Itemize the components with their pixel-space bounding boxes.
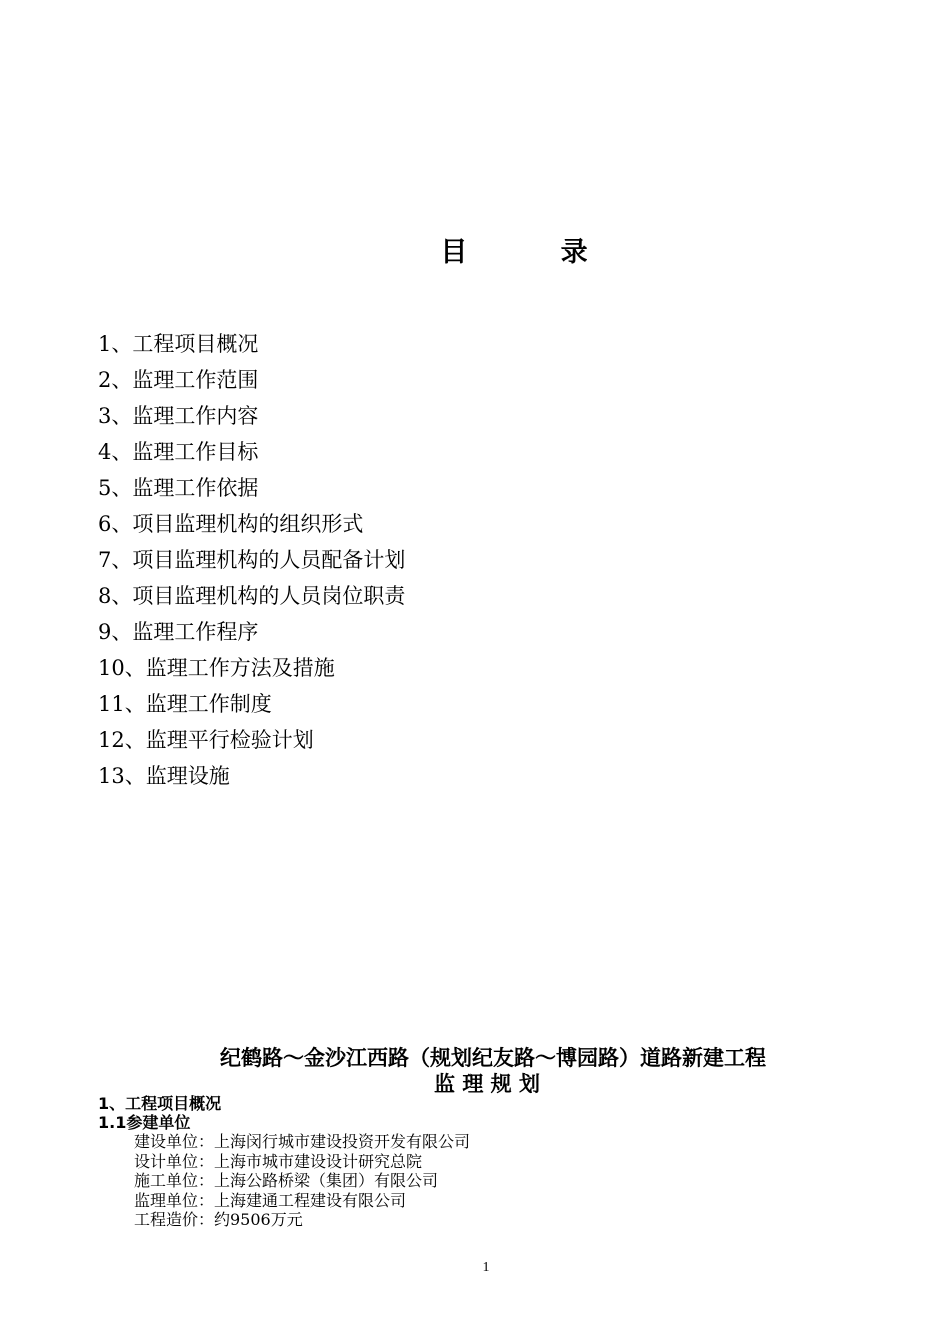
participant-builder-unit: 施工单位：上海公路桥梁（集团）有限公司 — [134, 1171, 439, 1191]
toc-item: 5、监理工作依据 — [98, 476, 259, 500]
document-title: 纪鹤路～金沙江西路（规划纪友路～博园路）道路新建工程 — [220, 1046, 766, 1070]
document-subtitle: 监 理 规 划 — [434, 1072, 540, 1096]
toc-item: 9、监理工作程序 — [98, 620, 259, 644]
toc-item: 8、项目监理机构的人员岗位职责 — [98, 584, 406, 608]
page-number: 1 — [482, 1260, 490, 1275]
section-heading-1: 1、工程项目概况 — [98, 1094, 222, 1113]
toc-item: 2、监理工作范围 — [98, 368, 259, 392]
toc-item: 10、监理工作方法及措施 — [98, 656, 335, 680]
toc-list — [98, 326, 405, 794]
toc-item: 6、项目监理机构的组织形式 — [98, 512, 364, 536]
toc-item: 7、项目监理机构的人员配备计划 — [98, 548, 406, 572]
toc-item: 13、监理设施 — [98, 764, 230, 788]
toc-item: 3、监理工作内容 — [98, 404, 259, 428]
participant-supervision-unit: 监理单位：上海建通工程建设有限公司 — [134, 1190, 407, 1210]
toc-item: 11、监理工作制度 — [98, 692, 272, 716]
toc-title: 目 录 — [440, 237, 590, 268]
project-cost: 工程造价：约9506万元 — [134, 1210, 303, 1230]
toc-item: 12、监理平行检验计划 — [98, 728, 314, 752]
participant-construction-unit: 建设单位：上海闵行城市建设投资开发有限公司 — [134, 1132, 471, 1151]
participants-list — [134, 1132, 470, 1230]
toc-item: 4、监理工作目标 — [98, 440, 259, 464]
toc-item: 1、工程项目概况 — [98, 332, 259, 356]
participant-design-unit: 设计单位：上海市城市建设设计研究总院 — [134, 1151, 423, 1171]
section-heading-1-1: 1.1参建单位 — [98, 1113, 191, 1132]
